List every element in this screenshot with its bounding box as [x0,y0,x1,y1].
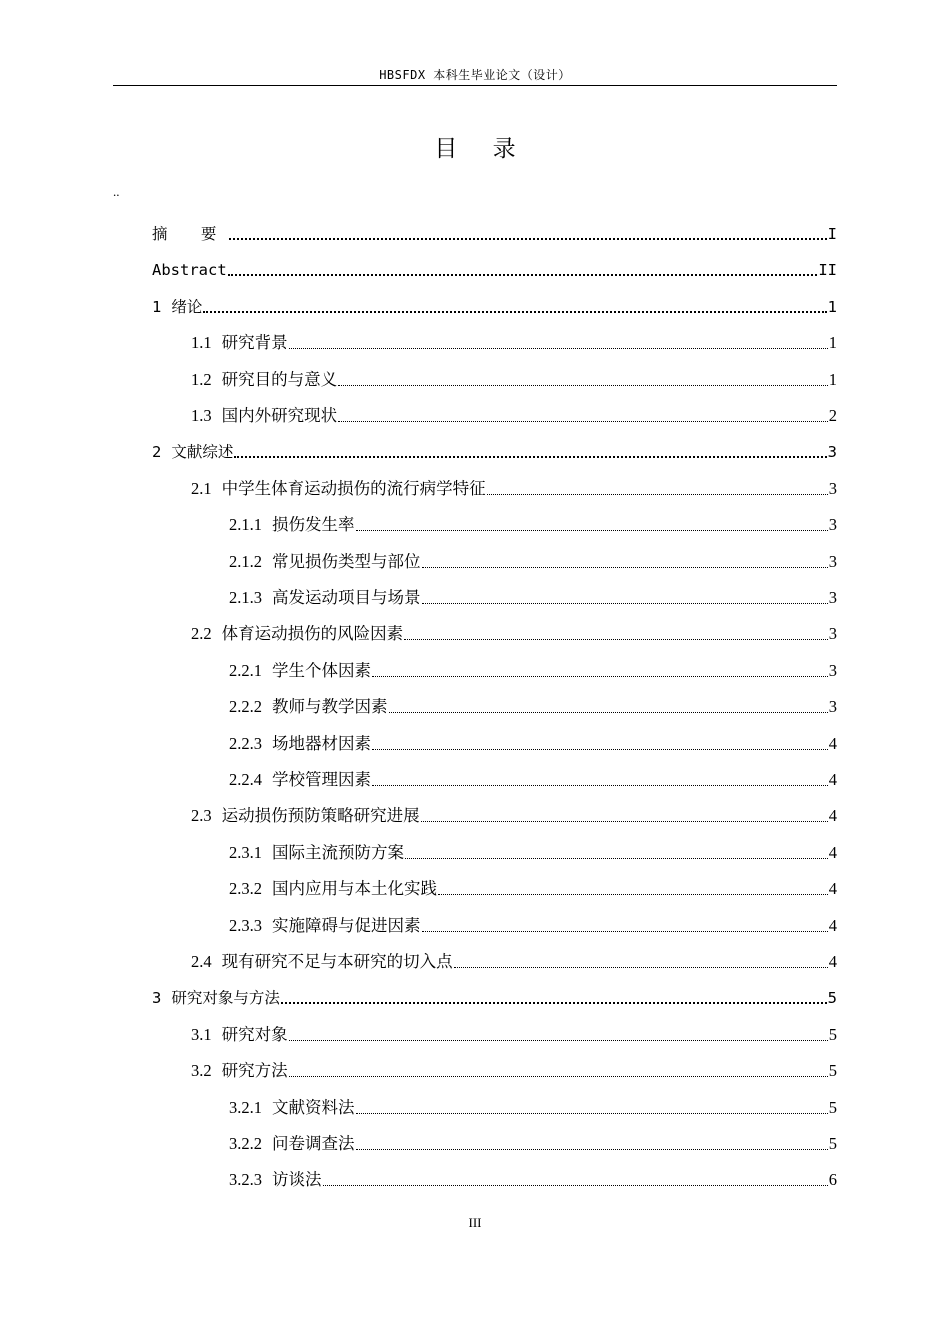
dot-leader [356,1149,828,1150]
toc-entry[interactable] [229,1132,837,1156]
toc-entry-number: 2.3 [191,806,212,825]
header-rule [113,85,837,86]
toc-entry[interactable] [191,622,837,646]
toc-entry[interactable] [191,950,837,974]
toc-entry-label: 场地器材因素 [272,734,371,753]
toc-entry[interactable] [191,1023,837,1047]
toc-entry-label: 学校管理因素 [272,770,371,789]
toc-entry-label: 研究对象 [221,1025,288,1044]
toc-entry[interactable] [229,586,837,610]
dot-leader [281,1002,827,1004]
toc-entry-number: 2.3.2 [229,879,262,898]
toc-entry-number: 2.3.1 [229,843,262,862]
toc-entry-label: 文献综述 [171,443,234,461]
toc-entry-number: 2.1 [191,479,212,498]
dot-leader [405,858,828,859]
toc-entry[interactable] [229,732,837,756]
dot-leader [234,456,826,458]
toc-entry-page: 5 [828,1061,837,1080]
dot-leader [422,603,828,604]
toc-entry[interactable] [229,1096,837,1120]
dot-leader [438,894,828,895]
toc-entry[interactable] [191,404,837,428]
toc-entry-number: 3.2.2 [229,1134,262,1153]
toc-entry-number: 1.2 [191,370,212,389]
toc-entry-number: 2.2.3 [229,734,262,753]
toc-entry-page: 5 [828,1098,837,1117]
toc-entry[interactable] [229,659,837,683]
dot-leader [229,238,826,240]
toc-entry-page: 1 [827,298,837,316]
toc-entry[interactable] [191,477,837,501]
dot-leader [289,1076,828,1077]
toc-entry-label: 文献资料法 [272,1098,355,1117]
toc-entry-page: 2 [828,406,837,425]
toc-entry-label: 访谈法 [272,1170,322,1189]
toc-entry-page: 3 [827,443,837,461]
toc-entry-number: 3.1 [191,1025,212,1044]
toc-entry-label: 实施障碍与促进因素 [272,916,421,935]
toc-entry-page: 3 [828,479,837,498]
toc-entry-label: 摘 要 [152,225,229,243]
dot-leader [203,311,826,313]
toc-entry[interactable] [229,877,837,901]
dot-leader [289,1040,828,1041]
toc-entry-number: 3.2 [191,1061,212,1080]
toc-entry-label: 损伤发生率 [272,515,355,534]
toc-entry-number: 1.3 [191,406,212,425]
dot-leader [338,421,828,422]
dot-leader [421,821,828,822]
toc-entry-number: 3 [152,989,162,1007]
toc-entry-label: 学生个体因素 [272,661,371,680]
toc-entry-label: 中学生体育运动损伤的流行病学特征 [221,479,486,498]
toc-entry-number: 3.2.1 [229,1098,262,1117]
dot-leader [338,385,828,386]
toc-entry[interactable] [229,695,837,719]
toc-entry[interactable] [229,841,837,865]
toc-entry-label: 教师与教学因素 [272,697,388,716]
toc-entry[interactable] [152,295,837,319]
dot-leader [372,676,828,677]
toc-entry-page: 4 [828,916,837,935]
toc-entry-page: 3 [828,697,837,716]
toc-entry-page: 4 [828,843,837,862]
running-header: HBSFDX 本科生毕业论文（设计） [379,68,571,82]
dot-leader [422,931,828,932]
toc-entry-number: 2.1.2 [229,552,262,571]
dot-leader [228,274,818,276]
toc-entry-page: 1 [828,333,837,352]
toc-entry-number: 2.2.4 [229,770,262,789]
toc-entry[interactable] [152,258,837,282]
toc-entry[interactable] [191,368,837,392]
toc-entry[interactable] [229,914,837,938]
toc-entry-number: 2.2.2 [229,697,262,716]
stray-mark: .. [113,184,120,199]
toc-entry-number: 2.2.1 [229,661,262,680]
toc-entry-label: 问卷调查法 [272,1134,355,1153]
toc-entry-number: 1 [152,298,162,316]
toc-entry-page: 3 [828,552,837,571]
toc-entry[interactable] [229,1168,837,1192]
dot-leader [487,494,828,495]
page-title: 目 录 [434,136,530,162]
toc-entry-number: 2 [152,443,162,461]
toc-entry-label: Abstract [152,261,227,279]
toc-entry-label: 国内外研究现状 [221,406,338,425]
toc-entry-page: 4 [828,806,837,825]
dot-leader [289,348,828,349]
toc-entry-number: 2.2 [191,624,212,643]
toc-entry-page: 4 [828,879,837,898]
toc-entry-number: 2.1.1 [229,515,262,534]
toc-entry-label: 高发运动项目与场景 [272,588,421,607]
toc-entry[interactable] [229,768,837,792]
toc-entry-number: 2.3.3 [229,916,262,935]
toc-entry-page: 5 [827,989,837,1007]
toc-entry[interactable] [191,1059,837,1083]
dot-leader [372,749,828,750]
toc-entry-label: 国内应用与本土化实践 [272,879,437,898]
toc-entry[interactable] [191,331,837,355]
dot-leader [389,712,828,713]
toc-entry-label: 运动损伤预防策略研究进展 [221,806,420,825]
toc-entry-number: 2.4 [191,952,212,971]
toc-entry-page: 6 [828,1170,837,1189]
toc-entry[interactable] [229,550,837,574]
toc-entry-label: 研究背景 [221,333,288,352]
toc-entry-page: 3 [828,588,837,607]
dot-leader [356,1113,828,1114]
toc-entry-page: 5 [828,1025,837,1044]
toc-entry-page: 4 [828,734,837,753]
dot-leader [372,785,828,786]
toc-entry[interactable] [229,513,837,537]
toc-entry-number: 3.2.3 [229,1170,262,1189]
toc-entry-page: II [818,261,837,279]
dot-leader [356,530,828,531]
toc-entry-label: 常见损伤类型与部位 [272,552,421,571]
toc-entry-label: 研究目的与意义 [221,370,338,389]
toc-entry-page: 3 [828,515,837,534]
toc-entry-label: 国际主流预防方案 [272,843,404,862]
page-number: III [468,1215,482,1230]
toc-entry-number: 2.1.3 [229,588,262,607]
toc-entry-page: 4 [828,952,837,971]
toc-entry[interactable] [152,440,837,464]
toc-entry[interactable] [152,986,837,1010]
dot-leader [323,1185,828,1186]
dot-leader [404,639,828,640]
toc-entry-label: 研究方法 [221,1061,288,1080]
toc-entry-page: 3 [828,624,837,643]
toc-entry-page: 3 [828,661,837,680]
toc-entry-label: 研究对象与方法 [171,989,280,1007]
dot-leader [422,567,828,568]
toc-entry[interactable] [191,804,837,828]
toc-entry[interactable] [152,222,837,246]
toc-entry-number: 1.1 [191,333,212,352]
toc-entry-page: I [827,225,837,243]
toc-entry-label: 体育运动损伤的风险因素 [221,624,404,643]
toc-entry-label: 绪论 [171,298,203,316]
toc-entry-page: 4 [828,770,837,789]
toc-entry-page: 1 [828,370,837,389]
toc-entry-label: 现有研究不足与本研究的切入点 [221,952,453,971]
dot-leader [454,967,828,968]
toc-entry-page: 5 [828,1134,837,1153]
